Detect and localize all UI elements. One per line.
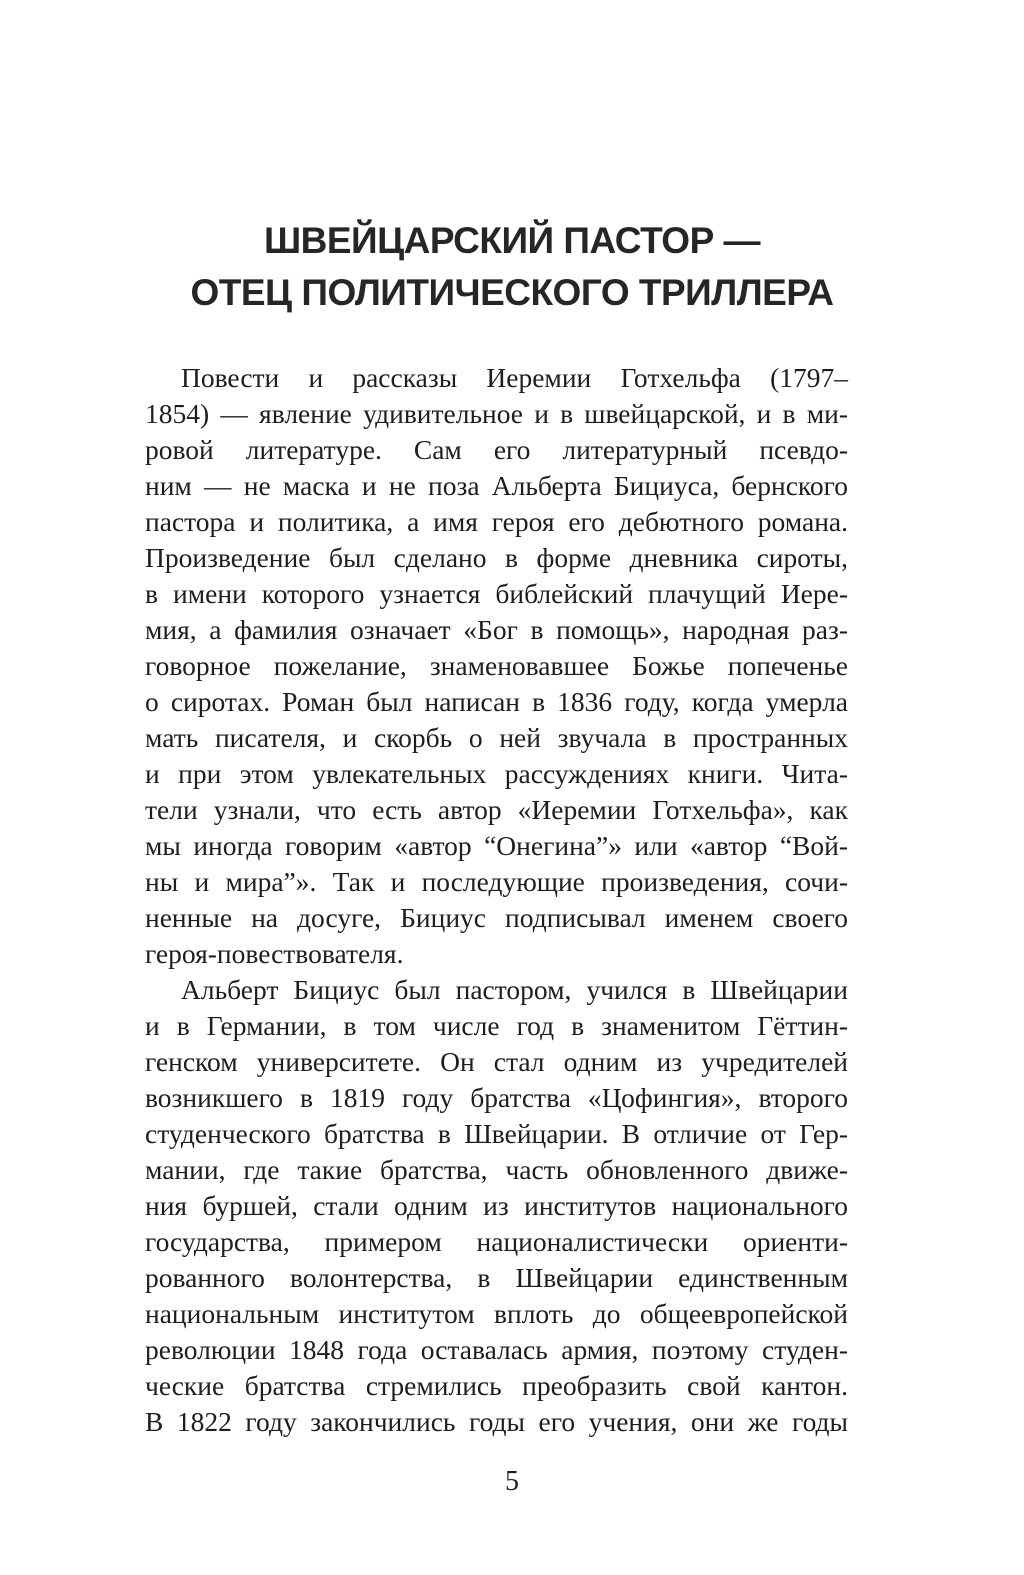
text-line: государства, примером националистически ориенти- (145, 1226, 848, 1257)
text-line: мать писателя, и скорбь о ней звучала в пространных (145, 722, 848, 753)
text-line: тели узнали, что есть автор «Иеремии Готхельфа», как (145, 794, 848, 825)
chapter-title-line-2: ОТЕЦ ПОЛИТИЧЕСКОГО ТРИЛЛЕРА (190, 272, 834, 313)
text-line: возникшего в 1819 году братства «Цофингия», второго (145, 1082, 848, 1113)
text-line: ним — не маска и не поза Альберта Бициуса, бернского (145, 470, 848, 501)
text-line: и при этом увлекательных рассуждениях книги. Чита- (145, 758, 848, 789)
paragraph-2 (145, 972, 848, 1440)
text-line: говорное пожелание, знаменовавшее Божье попеченье (145, 650, 848, 681)
text-line: Альберт Бициус был пастором, учился в Швейцарии (181, 974, 848, 1005)
chapter-body (145, 360, 848, 1440)
text-line: мы иногда говорим «автор “Онегина”» или «автор “Вой- (145, 830, 848, 861)
text-line: 1854) — явление удивительное и в швейцарской, и в ми- (145, 398, 848, 429)
chapter-title (0, 215, 1024, 319)
text-line: ния буршей, стали одним из институтов национального (145, 1190, 848, 1221)
text-line: Произведение был сделано в форме дневника сироты, (145, 542, 848, 573)
text-line: ны и мира”». Так и последующие произведения, сочи- (145, 866, 848, 897)
chapter-title-line-1: ШВЕЙЦАРСКИЙ ПАСТОР — (263, 220, 761, 261)
text-line: мании, где такие братства, часть обновленного движе- (145, 1154, 848, 1185)
text-line: студенческого братства в Швейцарии. В отличие от Гер- (145, 1118, 848, 1149)
text-line: революции 1848 года оставалась армия, поэтому студен- (145, 1334, 848, 1365)
text-line: В 1822 году закончились годы его учения, они же годы (145, 1406, 848, 1437)
text-line: генском университете. Он стал одним из учредителей (145, 1046, 848, 1077)
text-line: о сиротах. Роман был написан в 1836 году, когда умерла (145, 686, 848, 717)
text-line: Повести и рассказы Иеремии Готхельфа (1797– (181, 362, 848, 393)
text-line: пастора и политика, а имя героя его дебютного романа. (145, 506, 848, 537)
text-line: ненные на досуге, Бициус подписывал именем своего (145, 902, 848, 933)
text-line: рованного волонтерства, в Швейцарии единственным (145, 1262, 848, 1293)
page-number: 5 (505, 1466, 519, 1497)
text-line: и в Германии, в том числе год в знаменитом Гёттин- (145, 1010, 848, 1041)
text-line: ческие братства стремились преобразить свой кантон. (145, 1370, 848, 1401)
text-line: ровой литературе. Сам его литературный псевдо- (145, 434, 848, 465)
paragraph-1 (145, 360, 848, 972)
text-line: героя-повествователя. (145, 938, 404, 969)
text-line: мия, а фамилия означает «Бог в помощь», народная раз- (145, 614, 848, 645)
text-line: национальным институтом вплоть до общеевропейской (145, 1298, 848, 1329)
text-line: в имени которого узнается библейский плачущий Иере- (145, 578, 848, 609)
